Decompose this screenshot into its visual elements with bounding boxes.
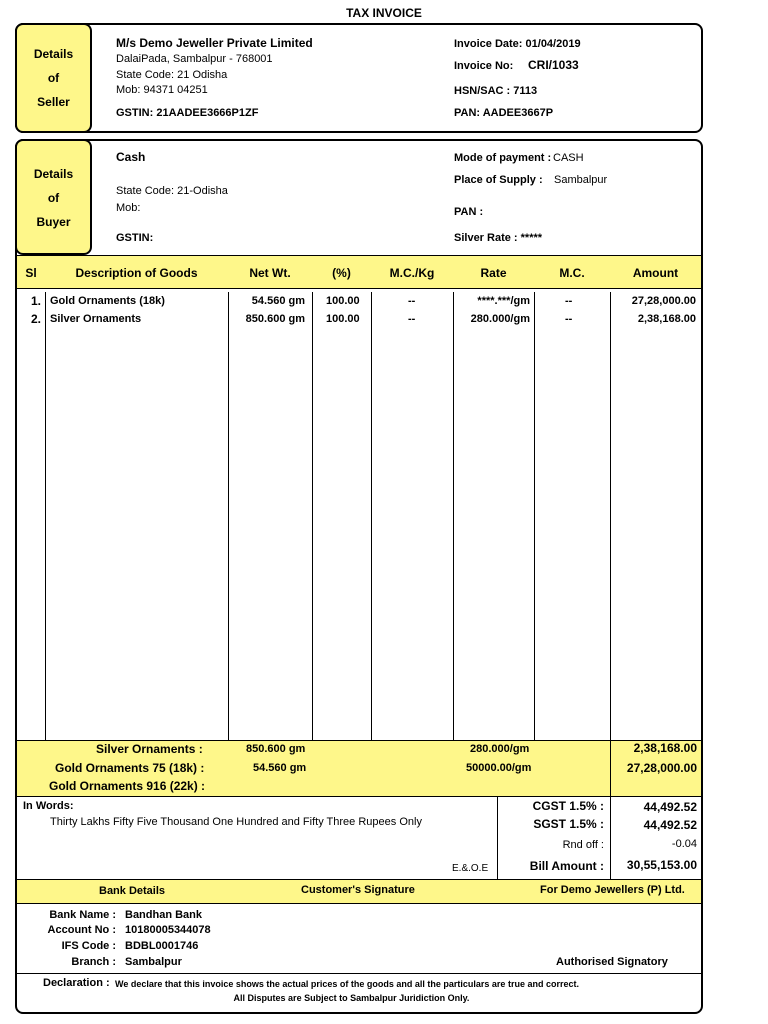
buyer-pan: PAN : bbox=[454, 206, 484, 218]
rnd-off-label: Rnd off : bbox=[562, 839, 604, 851]
summary-gold75-rate: 50000.00/gm bbox=[466, 762, 532, 774]
col-mc: M.C. bbox=[559, 266, 585, 280]
declaration-text: We declare that this invoice shows the actual prices of the goods and all the particulars are true and correct. bbox=[115, 979, 579, 989]
seller-address: DalaiPada, Sambalpur - 768001 bbox=[116, 53, 273, 65]
row1-description: Gold Ornaments (18k) bbox=[50, 295, 165, 307]
row1-mc: -- bbox=[565, 295, 573, 307]
seller-gstin: GSTIN: 21AADEE3666P1ZF bbox=[116, 107, 259, 119]
buyer-name: Cash bbox=[116, 150, 146, 164]
row2-net-wt: 850.600 gm bbox=[245, 313, 305, 325]
branch: Sambalpur bbox=[125, 956, 182, 968]
in-words-label: In Words: bbox=[23, 800, 74, 812]
grid-line bbox=[453, 292, 454, 740]
row1-rate: ****.***/gm bbox=[477, 295, 530, 307]
col-percent: (%) bbox=[332, 266, 351, 280]
seller-state: State Code: 21 Odisha bbox=[116, 69, 228, 81]
buyer-tag bbox=[15, 139, 92, 255]
sgst-label: SGST 1.5% : bbox=[533, 817, 604, 831]
silver-rate: Silver Rate : ***** bbox=[454, 232, 543, 244]
invoice-no-label: Invoice No: bbox=[454, 60, 514, 72]
invoice-no: CRI/1033 bbox=[528, 58, 579, 72]
row2-rate: 280.000/gm bbox=[470, 313, 530, 325]
row1-mc-kg: -- bbox=[408, 295, 416, 307]
buyer-tag-line2: of bbox=[47, 191, 60, 205]
summary-silver-rate: 280.000/gm bbox=[470, 743, 530, 755]
col-mc-kg: M.C./Kg bbox=[389, 266, 435, 280]
seller-tag bbox=[15, 23, 92, 133]
row2-mc-kg: -- bbox=[408, 313, 416, 325]
eoe-text: E.&.O.E bbox=[452, 863, 489, 874]
sgst-value: 44,492.52 bbox=[643, 818, 697, 832]
row2-mc: -- bbox=[565, 313, 573, 325]
seller-tag-line3: Seller bbox=[37, 95, 70, 109]
grid-line bbox=[371, 292, 372, 740]
invoice-title: TAX INVOICE bbox=[346, 6, 422, 20]
account-no-label: Account No : bbox=[47, 924, 116, 936]
summary-silver-amount: 2,38,168.00 bbox=[633, 741, 697, 755]
invoice-date: Invoice Date: 01/04/2019 bbox=[454, 38, 581, 50]
ifs-code: BDBL0001746 bbox=[125, 940, 199, 952]
authorised-signatory: Authorised Signatory bbox=[556, 956, 668, 968]
row1-amount: 27,28,000.00 bbox=[631, 295, 696, 307]
row2-sl: 2. bbox=[31, 312, 42, 326]
row1-sl: 1. bbox=[31, 294, 42, 308]
summary-silver-label: Silver Ornaments : bbox=[96, 742, 203, 756]
buyer-tag-line1: Details bbox=[33, 167, 74, 181]
seller-mob: Mob: 94371 04251 bbox=[116, 84, 208, 96]
in-words-text: Thirty Lakhs Fifty Five Thousand One Hundred and Fifty Three Rupees Only bbox=[50, 816, 422, 828]
cgst-value: 44,492.52 bbox=[643, 800, 697, 814]
grid-line bbox=[312, 292, 313, 740]
col-rate: Rate bbox=[480, 266, 507, 280]
row1-percent: 100.00 bbox=[326, 295, 360, 307]
bank-details-heading: Bank Details bbox=[99, 885, 166, 897]
row2-percent: 100.00 bbox=[326, 313, 360, 325]
summary-gold75-wt: 54.560 gm bbox=[253, 762, 307, 774]
bank-name: Bandhan Bank bbox=[125, 909, 203, 921]
place-of-supply: Sambalpur bbox=[554, 174, 608, 186]
seller-tag-line2: of bbox=[47, 71, 60, 85]
hsn-sac: HSN/SAC : 7113 bbox=[454, 85, 538, 97]
cgst-label: CGST 1.5% : bbox=[532, 799, 604, 813]
row2-description: Silver Ornaments bbox=[50, 313, 142, 325]
payment-mode-label: Mode of payment : bbox=[454, 152, 552, 164]
summary-silver-wt: 850.600 gm bbox=[246, 743, 306, 755]
account-no: 10180005344078 bbox=[125, 924, 211, 936]
declaration-divider bbox=[17, 973, 701, 974]
summary-gold916-label: Gold Ornaments 916 (22k) : bbox=[49, 779, 206, 793]
customer-signature-heading: Customer's Signature bbox=[301, 884, 415, 896]
buyer-tag-line3: Buyer bbox=[36, 215, 71, 229]
bill-amount-label: Bill Amount : bbox=[529, 859, 604, 873]
bill-amount-value: 30,55,153.00 bbox=[626, 858, 697, 872]
bank-name-label: Bank Name : bbox=[49, 909, 116, 921]
for-company-heading: For Demo Jewellers (P) Ltd. bbox=[540, 884, 685, 896]
row2-amount: 2,38,168.00 bbox=[637, 313, 696, 325]
buyer-gstin: GSTIN: bbox=[116, 232, 154, 244]
disputes-text: All Disputes are Subject to Sambalpur Juridiction Only. bbox=[233, 993, 470, 1003]
seller-tag-line1: Details bbox=[33, 47, 74, 61]
summary-gold75-label: Gold Ornaments 75 (18k) : bbox=[55, 761, 205, 775]
declaration-label: Declaration : bbox=[43, 977, 110, 989]
buyer-mob: Mob: bbox=[116, 202, 141, 214]
grid-line bbox=[534, 292, 535, 740]
grid-line bbox=[45, 292, 46, 740]
col-amount: Amount bbox=[632, 266, 679, 280]
payment-mode: CASH bbox=[553, 152, 584, 164]
place-of-supply-label: Place of Supply : bbox=[454, 174, 543, 186]
summary-gold75-amount: 27,28,000.00 bbox=[626, 761, 697, 775]
buyer-state: State Code: 21-Odisha bbox=[116, 185, 228, 197]
rnd-off-value: -0.04 bbox=[671, 838, 697, 850]
seller-name: M/s Demo Jeweller Private Limited bbox=[116, 36, 313, 50]
col-description: Description of Goods bbox=[75, 266, 198, 280]
branch-label: Branch : bbox=[71, 956, 116, 968]
col-net-wt: Net Wt. bbox=[249, 266, 291, 280]
grid-line bbox=[228, 292, 229, 740]
row1-net-wt: 54.560 gm bbox=[251, 295, 305, 307]
seller-pan: PAN: AADEE3667P bbox=[454, 107, 554, 119]
grid-line bbox=[610, 292, 611, 740]
col-sl: Sl bbox=[25, 266, 37, 280]
ifs-code-label: IFS Code : bbox=[61, 940, 116, 952]
